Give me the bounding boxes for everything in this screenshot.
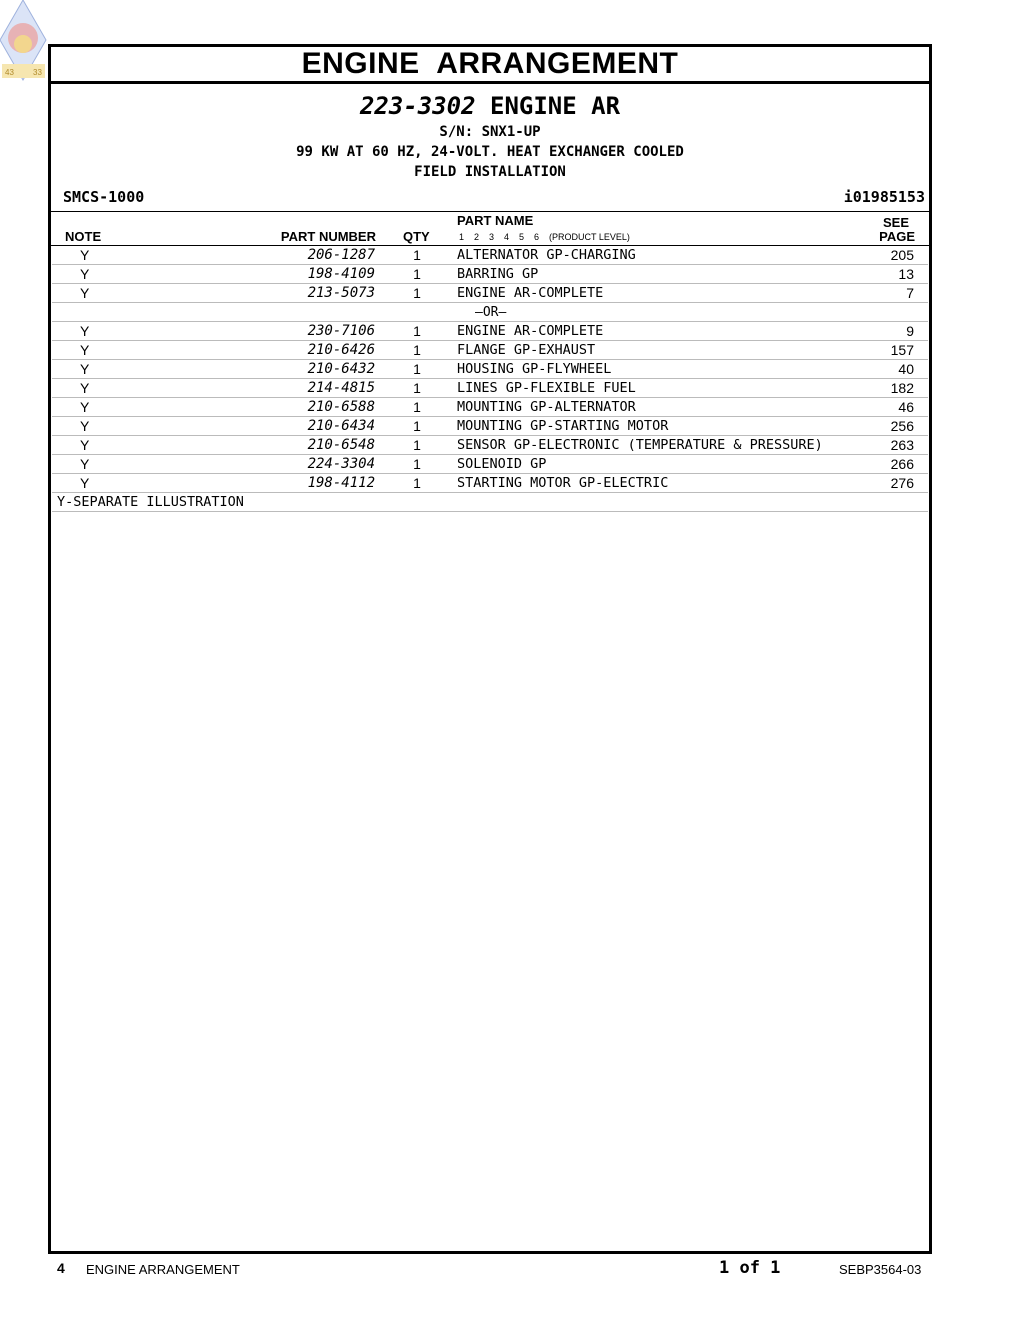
- note-cell: Y: [80, 475, 90, 491]
- col-product-level: 1 2 3 4 5 6 (PRODUCT LEVEL): [459, 232, 630, 242]
- part-number-cell: 210-6548: [307, 437, 375, 453]
- col-page: PAGE: [879, 229, 915, 244]
- see-page-cell: 256: [890, 418, 914, 434]
- document-id: SEBP3564-03: [839, 1262, 922, 1277]
- smcs-code: SMCS-1000: [63, 188, 145, 206]
- page-title: ENGINE ARRANGEMENT: [51, 47, 929, 84]
- qty-cell: 1: [413, 285, 421, 301]
- arrangement-header: [51, 84, 929, 212]
- see-page-cell: 157: [890, 342, 914, 358]
- see-page-cell: 13: [898, 266, 914, 282]
- qty-cell: 1: [413, 418, 421, 434]
- part-name-cell: BARRING GP: [457, 266, 539, 282]
- installation-type: FIELD INSTALLATION: [414, 164, 566, 180]
- table-row: [52, 341, 928, 360]
- see-page-cell: 266: [890, 456, 914, 472]
- part-name-cell: LINES GP-FLEXIBLE FUEL: [457, 380, 636, 396]
- note-cell: Y: [80, 342, 90, 358]
- part-number-cell: 198-4112: [307, 475, 375, 491]
- part-name-cell: ENGINE AR-COMPLETE: [457, 323, 604, 339]
- footer-section: ENGINE ARRANGEMENT: [86, 1262, 240, 1277]
- table-row: [52, 417, 928, 436]
- part-number-cell: 206-1287: [307, 247, 375, 263]
- arrangement-part-number: 223-3302: [359, 92, 476, 120]
- qty-cell: 1: [413, 456, 421, 472]
- part-name-cell: SOLENOID GP: [457, 456, 547, 472]
- part-number-cell: 198-4109: [307, 266, 375, 282]
- qty-cell: 1: [413, 266, 421, 282]
- footnote-row: [52, 493, 928, 512]
- qty-cell: 1: [413, 475, 421, 491]
- table-row: [52, 436, 928, 455]
- part-number-cell: 210-6426: [307, 342, 375, 358]
- part-name-cell: FLANGE GP-EXHAUST: [457, 342, 596, 358]
- qty-cell: 1: [413, 437, 421, 453]
- part-name-cell: MOUNTING GP-STARTING MOTOR: [457, 418, 669, 434]
- col-qty: QTY: [403, 229, 430, 244]
- note-cell: Y: [80, 285, 90, 301]
- table-row: [52, 284, 928, 303]
- see-page-cell: 205: [890, 247, 914, 263]
- see-page-cell: 7: [906, 285, 914, 301]
- qty-cell: 1: [413, 399, 421, 415]
- note-cell: Y: [80, 437, 90, 453]
- table-row: [52, 246, 928, 265]
- part-number-cell: 213-5073: [307, 285, 375, 301]
- col-see: SEE: [882, 215, 909, 230]
- see-page-cell: 40: [898, 361, 914, 377]
- note-cell: Y: [80, 247, 90, 263]
- qty-cell: 1: [413, 342, 421, 358]
- table-row: [52, 474, 928, 493]
- part-name-cell: SENSOR GP-ELECTRONIC (TEMPERATURE & PRESSURE): [457, 437, 823, 453]
- see-page-cell: 182: [890, 380, 914, 396]
- col-note: NOTE: [65, 229, 102, 244]
- table-row: [52, 398, 928, 417]
- table-row: [52, 360, 928, 379]
- part-name-cell: STARTING MOTOR GP-ELECTRIC: [457, 475, 669, 491]
- see-page-cell: 276: [890, 475, 914, 491]
- table-row: [52, 455, 928, 474]
- logo-left-number: 43: [5, 68, 14, 77]
- description: 99 KW AT 60 HZ, 24-VOLT. HEAT EXCHANGER COOLED: [296, 144, 684, 160]
- part-number-cell: 210-6432: [307, 361, 375, 377]
- arrangement-title: [51, 92, 929, 120]
- see-page-cell: 46: [898, 399, 914, 415]
- part-number-cell: 210-6434: [307, 418, 375, 434]
- page-frame: [48, 44, 932, 1254]
- see-page-cell: 263: [890, 437, 914, 453]
- part-number-cell: 210-6588: [307, 399, 375, 415]
- part-number-cell: 214-4815: [307, 380, 375, 396]
- col-part-name: PART NAME: [457, 213, 534, 228]
- note-cell: Y: [80, 418, 90, 434]
- serial-number: S/N: SNX1-UP: [439, 124, 541, 140]
- part-number-cell: 224-3304: [307, 456, 375, 472]
- footnote: Y-SEPARATE ILLUSTRATION: [57, 494, 244, 510]
- logo-right-number: 33: [33, 68, 42, 77]
- col-part-number: PART NUMBER: [280, 229, 376, 244]
- arrangement-part-name: ENGINE AR: [490, 92, 621, 120]
- page-count: 1 of 1: [719, 1258, 781, 1278]
- illustration-id: i01985153: [843, 188, 925, 206]
- part-name-cell: MOUNTING GP-ALTERNATOR: [457, 399, 636, 415]
- see-page-cell: 9: [906, 323, 914, 339]
- qty-cell: 1: [413, 323, 421, 339]
- page-number: 4: [57, 1260, 65, 1276]
- part-name-cell: ENGINE AR-COMPLETE: [457, 285, 604, 301]
- part-number-cell: 230-7106: [307, 323, 375, 339]
- qty-cell: 1: [413, 380, 421, 396]
- table-row: [52, 322, 928, 341]
- note-cell: Y: [80, 266, 90, 282]
- qty-cell: 1: [413, 361, 421, 377]
- publication-logo-icon: [0, 0, 47, 82]
- part-name-cell: ALTERNATOR GP-CHARGING: [457, 247, 636, 263]
- note-cell: Y: [80, 399, 90, 415]
- alternative-marker: —OR—: [475, 305, 507, 320]
- table-row: [52, 265, 928, 284]
- page-footer: [0, 1258, 1020, 1282]
- note-cell: Y: [80, 380, 90, 396]
- note-cell: Y: [80, 456, 90, 472]
- part-name-cell: HOUSING GP-FLYWHEEL: [457, 361, 612, 377]
- parts-list: [51, 246, 929, 493]
- note-cell: Y: [80, 361, 90, 377]
- qty-cell: 1: [413, 247, 421, 263]
- column-headers: [51, 212, 929, 246]
- table-row: [52, 379, 928, 398]
- alternative-separator-row: [52, 303, 928, 322]
- note-cell: Y: [80, 323, 90, 339]
